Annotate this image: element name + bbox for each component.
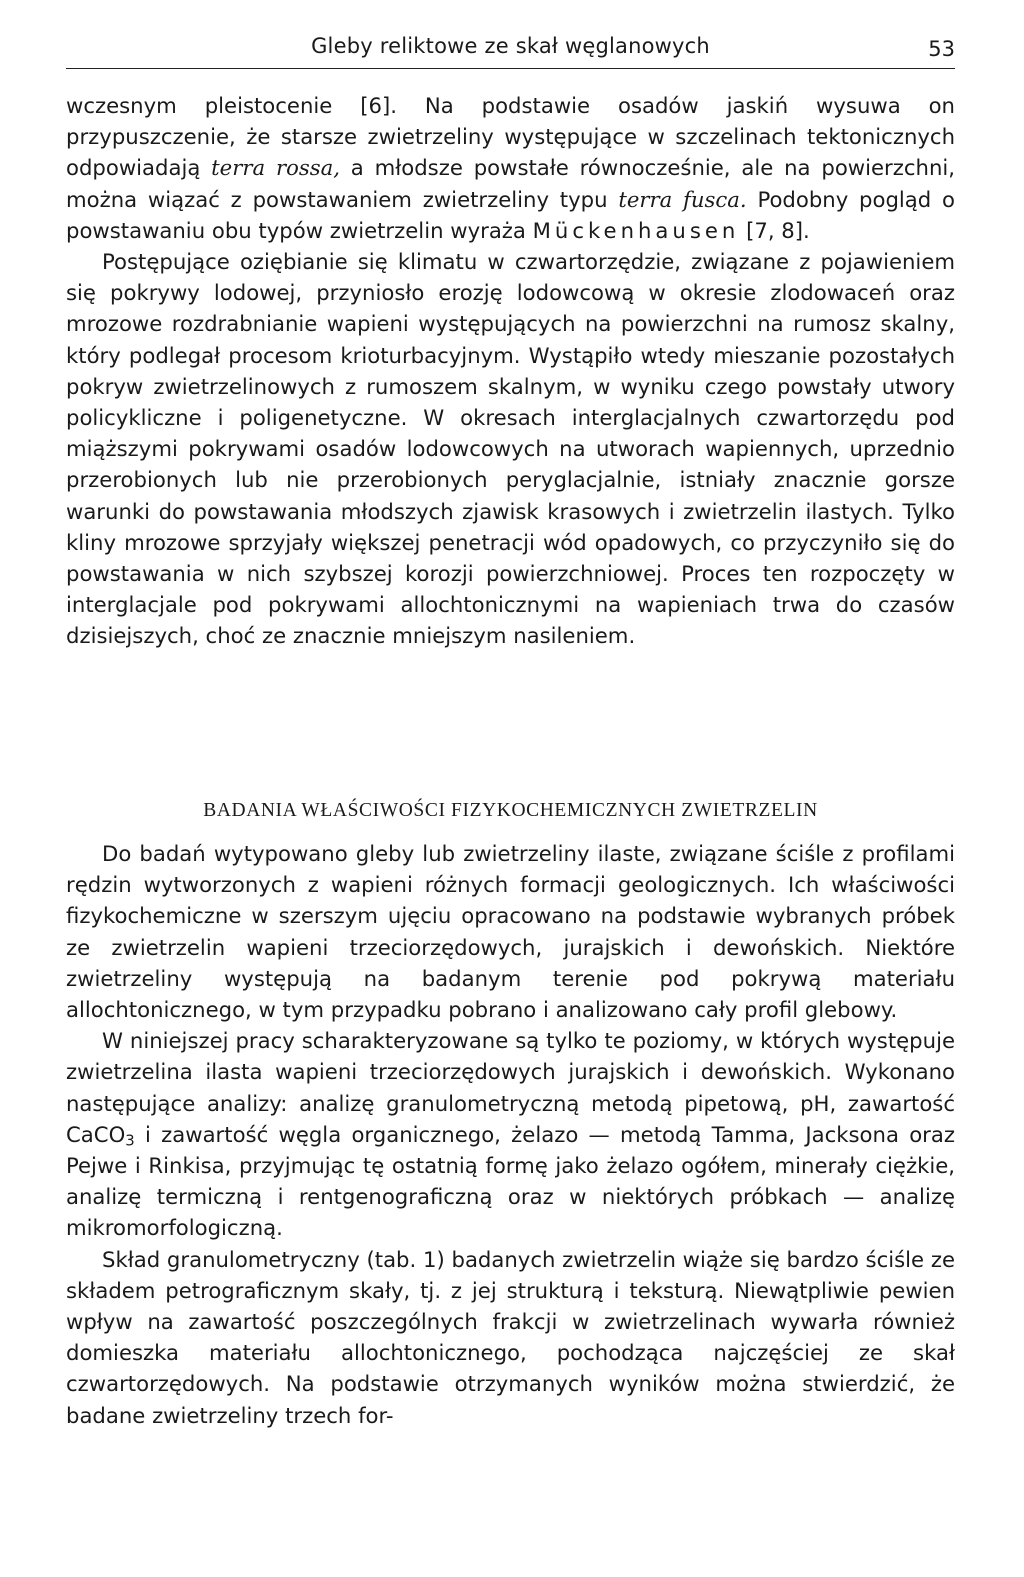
paragraph-continued: [66, 90, 955, 246]
page-number: 53: [928, 37, 955, 61]
paragraph-climate: Postępujące oziębianie się klimatu w czwartorzędzie, związane z pojawieniem się pokrywy lodowej, przyniosło erozję lodowcową w okresie zlodowaceń oraz mrozowe rozdrabnianie wapieni występujących na powierzchni na rumosz skalny, który podlegał procesom krioturbacyjnym. Wystąpiło wtedy mieszanie pozostałych pokryw zwietrzelinowych z rumoszem skalnym, w wyniku czego powstały utwory policykliczne i poligenetyczne. W okresach interglacjalnych czwartorzędu pod miąższymi pokrywami osadów lodowcowych na utworach wapiennych, uprzednio przerobionych lub nie przerobionych peryglacjalnie, istniały znacznie gorsze warunki do powstawania młodszych zjawisk krasowych i zwietrzelin ilastych. Tylko kliny mrozowe sprzyjały większej penetracji wód opadowych, co przyczyniło się do powstawania w nich szybszej korozji powierzchniowej. Proces ten rozpoczęty w interglacjale pod pokrywami allochtonicznymi na wapieniach trwa do czasów dzisiejszych, choć ze znacznie mniejszym nasileniem.: [66, 249, 955, 649]
paragraph-text: wczesnym pleistocenie [6]. Na podstawie osadów jaskiń wysuwa on przypuszczenie, że starsze zwietrzeliny występujące w szczelinach tektonicznych odpowiadają: [66, 93, 955, 181]
text-block-bottom: [66, 838, 955, 1431]
term-terra-fusca: terra fusca.: [618, 186, 747, 212]
running-title: Gleby reliktowe ze skał węglanowych: [311, 34, 710, 58]
paragraph-text: a młodsze powstałe równocześnie, ale na powierzchni, można wiązać z powstawaniem zwietrzeliny typu: [66, 155, 955, 212]
term-terra-rossa: terra rossa,: [211, 155, 340, 181]
paragraph-analyses: [66, 1025, 955, 1243]
paragraph-granulometry: Skład granulometryczny (tab. 1) badanych zwietrzelin wiąże się bardzo ściśle ze składem petrograficznym skały, tj. z jej strukturą i teksturą. Niewątpliwie pewien wpływ na zawartość poszczególnych frakcji w zwietrzelinach wywarła również domieszka materiału allochtonicznego, pochodząca najczęściej ze skał czwartorzędowych. Na podstawie otrzymanych wyników można stwierdzić, że badane zwietrzeliny trzech for-: [66, 1246, 955, 1428]
paragraph-research: Do badań wytypowano gleby lub zwietrzeliny ilaste, związane ściśle z profilami rędzin wytworzonych z wapieni różnych formacji geologicznych. Ich właściwości fizykochemiczne w szerszym ujęciu opracowano na podstawie wybranych próbek ze zwietrzelin wapieni trzeciorzędowych, jurajskich i dewońskich. Niektóre zwietrzeliny występują na badanym terenie pod pokrywą materiału allochtonicznego, w tym przypadku pobrano i analizowano cały profil glebowy.: [66, 841, 955, 1023]
paragraph-text: [7, 8].: [739, 217, 810, 243]
paragraph-text: W niniejszej pracy scharakteryzowane są tylko te poziomy, w których występuje zwietrzelina ilasta wapieni trzeciorzędowych jurajskich i dewońskich. Wykonano następujące analizy: analizę granulometryczną metodą pipetową, pH, zawartość CaCO: [66, 1028, 955, 1147]
text-block-top: [66, 90, 955, 652]
paragraph-text: Podobny pogląd o powstawaniu obu typów zwietrzelin wyraża: [66, 186, 955, 243]
subscript: 3: [125, 1132, 135, 1150]
section-heading: BADANIA WŁAŚCIWOŚCI FIZYKOCHEMICZNYCH ZWIETRZELIN: [203, 800, 818, 821]
running-header: [66, 32, 955, 66]
header-rule: [66, 68, 955, 69]
paragraph-text: i zawartość węgla organicznego, żelazo — metodą Tamma, Jacksona oraz Pejwe i Rinkisa, przyjmując tę ostatnią formę jako żelazo ogółem, minerały ciężkie, analizę termiczną i rentgenograficzną oraz w niektórych próbkach — analizę mikromorfologiczną.: [66, 1121, 955, 1241]
author-name: Mückenhausen: [532, 217, 740, 243]
